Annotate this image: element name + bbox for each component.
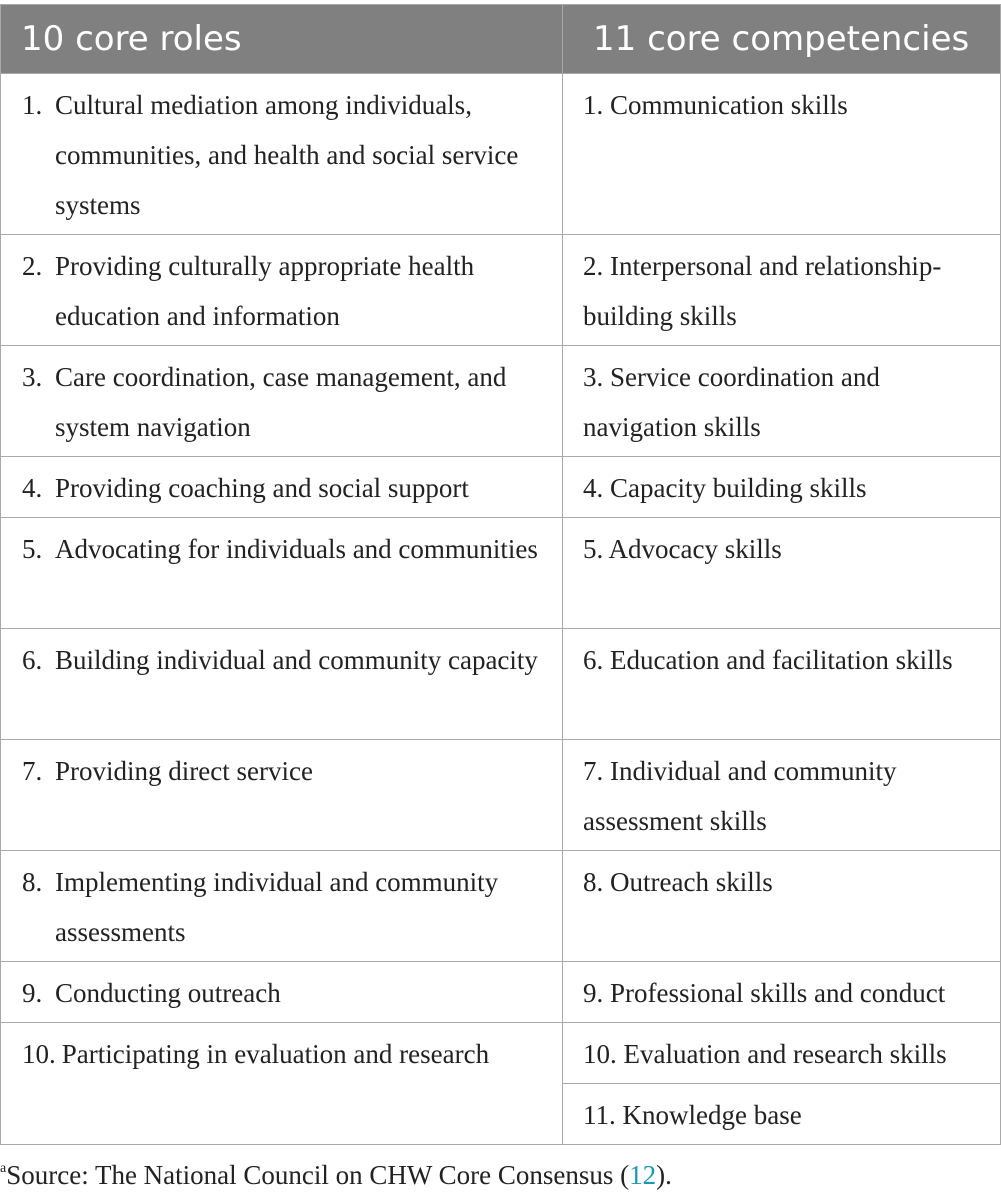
role-number: 9. (22, 978, 43, 1008)
role-text: Providing direct service (55, 756, 313, 786)
competency-cell: 1. Communication skills (563, 74, 1001, 235)
role-number: 6. (22, 645, 43, 675)
role-number: 5. (22, 534, 43, 564)
competency-cell: 2. Interpersonal and relationship-building skills (563, 235, 1001, 346)
table-row (1, 962, 1001, 1023)
role-cell (1, 851, 563, 962)
role-cell (1, 740, 563, 851)
competency-cell: 6. Education and facilitation skills (563, 629, 1001, 740)
header-row (1, 5, 1001, 74)
competency-cell: 4. Capacity building skills (563, 457, 1001, 518)
role-cell (1, 346, 563, 457)
role-cell (1, 518, 563, 629)
roles-competencies-table (0, 4, 1001, 1145)
table-row (1, 629, 1001, 740)
header-competencies: 11 core competencies (563, 5, 1001, 74)
competency-cell: 9. Professional skills and conduct (563, 962, 1001, 1023)
competency-cell: 5. Advocacy skills (563, 518, 1001, 629)
role-text: Providing culturally appropriate health education and information (55, 251, 475, 331)
competency-cell: 7. Individual and community assessment skills (563, 740, 1001, 851)
table-row (1, 457, 1001, 518)
competency-cell: 11. Knowledge base (563, 1084, 1001, 1145)
competency-cell: 3. Service coordination and navigation skills (563, 346, 1001, 457)
table-row (1, 235, 1001, 346)
role-text: Conducting outreach (55, 978, 281, 1008)
table-row (1, 346, 1001, 457)
table-row (1, 1023, 1001, 1084)
role-number: 2. (22, 251, 43, 281)
role-number: 10. (22, 1039, 56, 1069)
role-text: Providing coaching and social support (55, 473, 469, 503)
role-text: Participating in evaluation and research (61, 1039, 490, 1069)
table-row (1, 74, 1001, 235)
table-row (1, 740, 1001, 851)
table-footnote (0, 1160, 672, 1191)
role-number: 1. (22, 90, 43, 120)
role-number: 8. (22, 867, 43, 897)
role-text: Implementing individual and community assessments (55, 867, 499, 947)
role-cell (1, 235, 563, 346)
role-text: Building individual and community capacity (55, 645, 538, 675)
role-number: 7. (22, 756, 43, 786)
role-number: 3. (22, 362, 43, 392)
role-cell (1, 629, 563, 740)
competency-cell: 10. Evaluation and research skills (563, 1023, 1001, 1084)
role-text: Cultural mediation among individuals, communities, and health and social service systems (55, 90, 519, 220)
reference-link[interactable]: 12 (629, 1160, 657, 1190)
role-text: Advocating for individuals and communities (55, 534, 538, 564)
table-row (1, 851, 1001, 962)
competency-cell: 8. Outreach skills (563, 851, 1001, 962)
role-cell (1, 74, 563, 235)
role-text: Care coordination, case management, and system navigation (55, 362, 507, 442)
role-cell (1, 1023, 563, 1145)
role-cell (1, 962, 563, 1023)
header-roles: 10 core roles (1, 5, 563, 74)
role-cell (1, 457, 563, 518)
role-number: 4. (22, 473, 43, 503)
footnote-text: Source: The National Council on CHW Core Consensus ( (6, 1160, 630, 1190)
table-row (1, 518, 1001, 629)
footnote-end: ). (656, 1160, 672, 1190)
footnote-marker: a (0, 1161, 7, 1176)
